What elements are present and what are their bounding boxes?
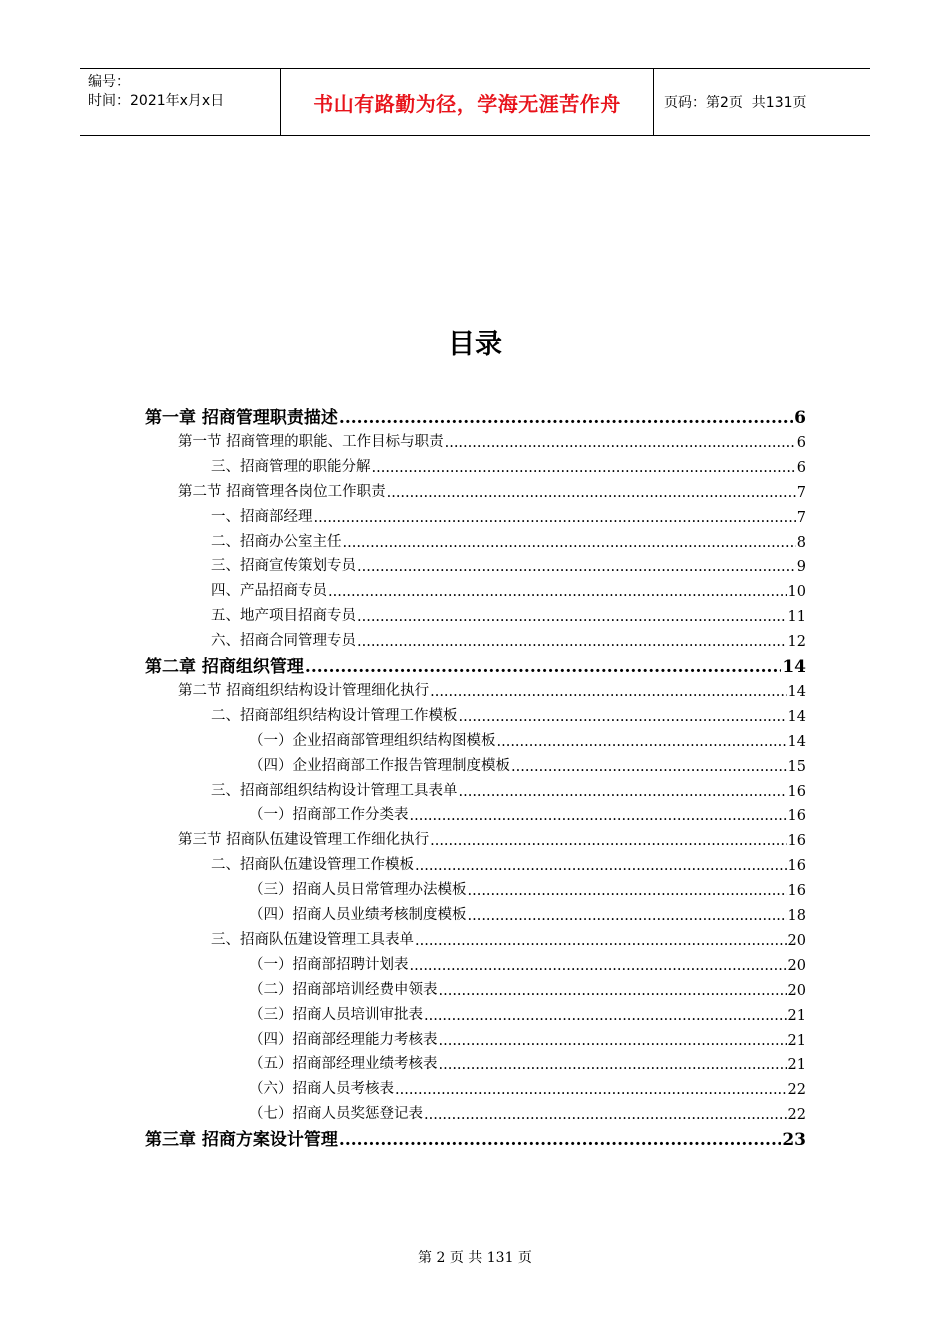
toc-entry-page: 10 bbox=[787, 584, 806, 601]
header-page-info: 页码：第2页 共131页 bbox=[664, 95, 807, 111]
toc-entry-sub[interactable] bbox=[249, 1076, 806, 1098]
toc-dot-leader bbox=[430, 833, 786, 849]
toc-dot-leader bbox=[410, 958, 787, 974]
toc-entry-item[interactable] bbox=[211, 553, 806, 575]
toc-entry-item[interactable] bbox=[211, 529, 806, 551]
toc-entry-page: 21 bbox=[787, 1007, 806, 1024]
toc-entry-label: 第一章 招商管理职责描述 bbox=[145, 408, 338, 428]
toc-dot-leader bbox=[372, 460, 796, 476]
toc-dot-leader bbox=[424, 1107, 787, 1123]
toc-entry-chapter[interactable] bbox=[145, 653, 806, 677]
toc-entry-section[interactable] bbox=[178, 479, 806, 501]
toc-entry-page: 16 bbox=[787, 808, 806, 825]
toc-entry-label: （四）招商人员业绩考核制度模板 bbox=[249, 907, 467, 923]
toc-entry-section[interactable] bbox=[178, 678, 806, 700]
toc-entry-page: 14 bbox=[787, 683, 806, 700]
toc-entry-page: 14 bbox=[782, 657, 806, 677]
toc-entry-page: 14 bbox=[787, 708, 806, 725]
toc-entry-page: 16 bbox=[787, 833, 806, 850]
toc-entry-label: 第三节 招商队伍建设管理工作细化执行 bbox=[178, 832, 430, 849]
header-number-label: 编号： bbox=[88, 74, 130, 90]
toc-entry-item[interactable] bbox=[211, 628, 806, 650]
toc-entry-sub[interactable] bbox=[249, 728, 806, 750]
toc-dot-leader bbox=[339, 1130, 781, 1150]
toc-dot-leader bbox=[439, 1033, 787, 1049]
toc-entry-label: 三、招商部组织结构设计管理工具表单 bbox=[211, 782, 458, 799]
toc-entry-label: 第二节 招商组织结构设计管理细化执行 bbox=[178, 682, 430, 699]
toc-entry-sub[interactable] bbox=[249, 952, 806, 974]
toc-dot-leader bbox=[439, 1057, 787, 1073]
page-footer: 第 2 页 共 131 页 bbox=[418, 1250, 532, 1266]
toc-entry-label: 二、招商队伍建设管理工作模板 bbox=[211, 857, 414, 874]
toc-entry-sub[interactable] bbox=[249, 902, 806, 924]
toc-entry-page: 18 bbox=[787, 908, 806, 924]
toc-entry-page: 7 bbox=[796, 484, 806, 501]
toc-entry-page: 21 bbox=[787, 1057, 806, 1074]
toc-entry-sub[interactable] bbox=[249, 802, 806, 824]
toc-entry-label: （四）招商部经理能力考核表 bbox=[249, 1031, 438, 1048]
toc-dot-leader bbox=[305, 657, 781, 677]
toc-dot-leader bbox=[424, 1008, 787, 1024]
toc-dot-leader bbox=[430, 684, 786, 700]
header-time-label: 时间：2021年x月x日 bbox=[88, 93, 225, 109]
toc-entry-label: 第一节 招商管理的职能、工作目标与职责 bbox=[178, 433, 444, 450]
toc-entry-sub[interactable] bbox=[249, 753, 806, 775]
toc-entry-item[interactable] bbox=[211, 578, 806, 600]
toc-dot-leader bbox=[445, 435, 796, 451]
toc-dot-leader bbox=[468, 883, 787, 899]
toc-entry-section[interactable] bbox=[178, 827, 806, 849]
toc-entry-page: 6 bbox=[796, 434, 806, 451]
toc-entry-sub[interactable] bbox=[249, 977, 806, 999]
toc-entry-label: （一）招商部招聘计划表 bbox=[249, 956, 409, 973]
toc-entry-page: 22 bbox=[787, 1082, 806, 1099]
toc-entry-label: 第二章 招商组织管理 bbox=[145, 657, 304, 677]
toc-dot-leader bbox=[357, 559, 796, 575]
toc-entry-sub[interactable] bbox=[249, 1051, 806, 1073]
toc-entry-page: 22 bbox=[787, 1107, 806, 1124]
toc-entry-page: 15 bbox=[787, 758, 806, 775]
toc-entry-item[interactable] bbox=[211, 454, 806, 476]
toc-title: 目录 bbox=[448, 329, 502, 360]
toc-entry-page: 6 bbox=[796, 459, 806, 476]
toc-entry-label: （七）招商人员奖惩登记表 bbox=[249, 1106, 423, 1123]
toc-entry-sub[interactable] bbox=[249, 877, 806, 899]
toc-entry-item[interactable] bbox=[211, 703, 806, 725]
toc-entry-page: 6 bbox=[794, 408, 806, 428]
toc-entry-page: 7 bbox=[796, 509, 806, 526]
toc-entry-page: 20 bbox=[787, 982, 806, 999]
toc-entry-section[interactable] bbox=[178, 429, 806, 451]
toc-entry-page: 20 bbox=[787, 932, 806, 949]
toc-entry-label: （二）招商部培训经费申领表 bbox=[249, 981, 438, 998]
toc-entry-item[interactable] bbox=[211, 778, 806, 800]
toc-entry-chapter[interactable] bbox=[145, 1126, 806, 1150]
page-header bbox=[80, 68, 870, 136]
toc-entry-label: 一、招商部经理 bbox=[211, 508, 313, 525]
toc-entry-page: 21 bbox=[787, 1032, 806, 1049]
toc-entry-page: 8 bbox=[796, 534, 806, 551]
toc-entry-label: 五、地产项目招商专员 bbox=[211, 608, 356, 625]
toc-entry-page: 16 bbox=[787, 883, 806, 900]
toc-entry-label: 第二节 招商管理各岗位工作职责 bbox=[178, 483, 386, 500]
toc-entry-label: （三）招商人员培训审批表 bbox=[249, 1006, 423, 1023]
toc-entry-page: 16 bbox=[787, 858, 806, 875]
header-meta bbox=[80, 69, 281, 135]
toc-dot-leader bbox=[468, 908, 787, 924]
toc-entry-item[interactable] bbox=[211, 504, 806, 526]
header-motto: 书山有路勤为径，学海无涯苦作舟 bbox=[281, 69, 654, 135]
toc-entry-label: 三、招商队伍建设管理工具表单 bbox=[211, 931, 414, 948]
toc-entry-label: 第三章 招商方案设计管理 bbox=[145, 1130, 338, 1151]
toc-entry-chapter[interactable] bbox=[145, 404, 806, 428]
toc-entry-sub[interactable] bbox=[249, 1101, 806, 1123]
toc-dot-leader bbox=[410, 808, 787, 824]
toc-entry-item[interactable] bbox=[211, 603, 806, 625]
toc-entry-label: 二、招商办公室主任 bbox=[211, 533, 342, 550]
toc-entry-label: （三）招商人员日常管理办法模板 bbox=[249, 882, 467, 899]
toc-entry-label: （一）招商部工作分类表 bbox=[249, 807, 409, 824]
toc-entry-page: 20 bbox=[787, 957, 806, 974]
toc-entry-label: （五）招商部经理业绩考核表 bbox=[249, 1056, 438, 1073]
toc-dot-leader bbox=[511, 759, 787, 775]
toc-entry-page: 14 bbox=[787, 733, 806, 750]
toc-dot-leader bbox=[415, 933, 787, 949]
toc-dot-leader bbox=[395, 1082, 787, 1098]
toc-entry-label: （四）企业招商部工作报告管理制度模板 bbox=[249, 757, 510, 774]
toc-entry-page: 16 bbox=[787, 783, 806, 800]
toc-dot-leader bbox=[439, 983, 787, 999]
toc-dot-leader bbox=[357, 634, 787, 650]
toc-dot-leader bbox=[339, 408, 793, 428]
toc-entry-page: 12 bbox=[787, 634, 806, 651]
toc-dot-leader bbox=[415, 858, 787, 874]
toc-dot-leader bbox=[459, 784, 787, 800]
toc-entry-label: 六、招商合同管理专员 bbox=[211, 633, 356, 650]
toc-dot-leader bbox=[343, 535, 796, 551]
toc-entry-page: 23 bbox=[782, 1130, 806, 1151]
toc-entry-sub[interactable] bbox=[249, 1027, 806, 1049]
toc-entry-label: （一）企业招商部管理组织结构图模板 bbox=[249, 732, 496, 749]
toc-dot-leader bbox=[328, 584, 787, 600]
toc-entry-page: 11 bbox=[787, 609, 806, 626]
toc-dot-leader bbox=[497, 734, 787, 750]
toc-entry-sub[interactable] bbox=[249, 1002, 806, 1024]
toc-dot-leader bbox=[387, 485, 796, 501]
toc-entry-item[interactable] bbox=[211, 852, 806, 874]
toc-entry-label: （六）招商人员考核表 bbox=[249, 1081, 394, 1098]
toc-entry-label: 三、招商宣传策划专员 bbox=[211, 558, 356, 575]
toc-dot-leader bbox=[459, 709, 787, 725]
toc-entry-label: 三、招商管理的职能分解 bbox=[211, 458, 371, 475]
toc-entry-page: 9 bbox=[796, 559, 806, 576]
toc-entry-label: 二、招商部组织结构设计管理工作模板 bbox=[211, 707, 458, 724]
toc-dot-leader bbox=[314, 510, 796, 526]
toc-entry-label: 四、产品招商专员 bbox=[211, 583, 327, 600]
toc-dot-leader bbox=[357, 609, 787, 625]
toc-entry-item[interactable] bbox=[211, 927, 806, 949]
